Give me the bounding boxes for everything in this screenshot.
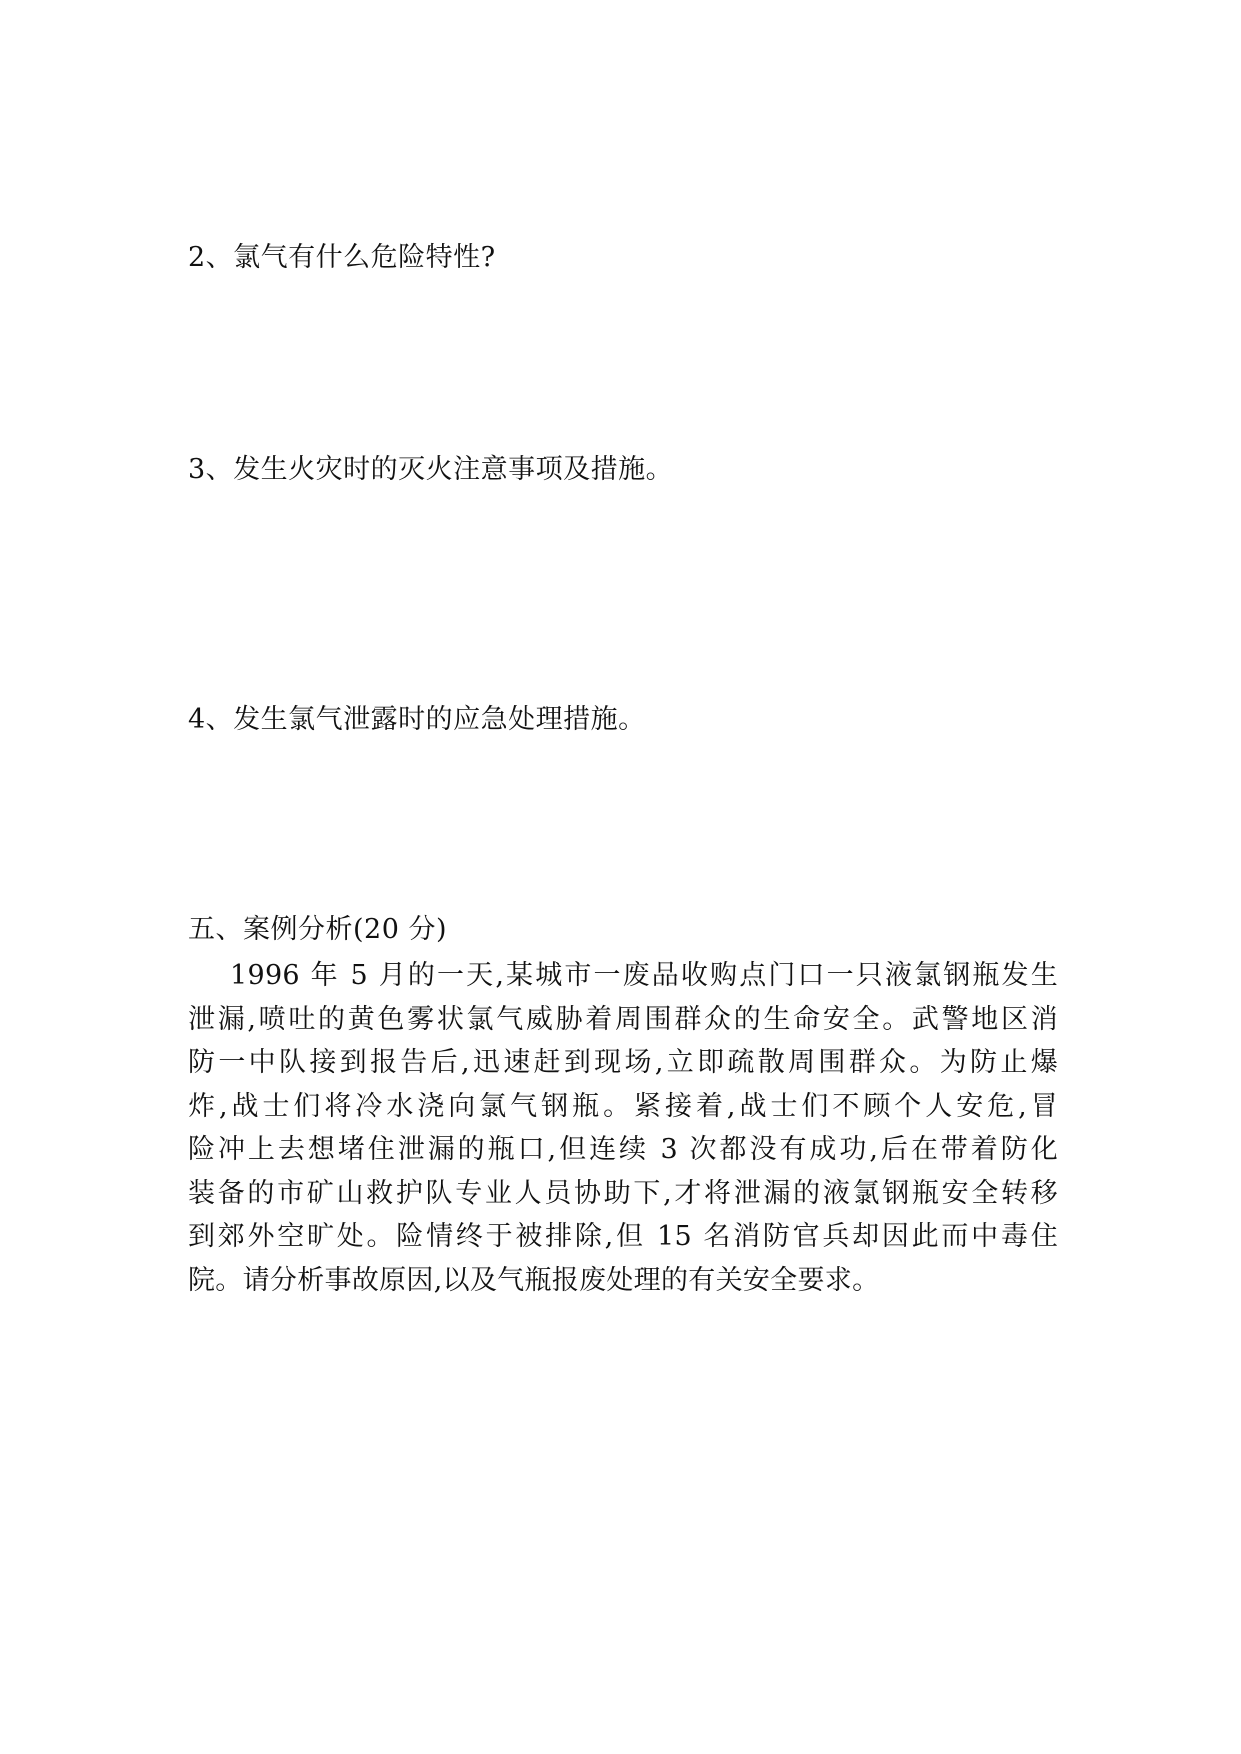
case-line: 险冲上去想堵住泄漏的瓶口,但连续 3 次都没有成功,后在带着防化 — [188, 1134, 1058, 1165]
question-4: 4、发生氯气泄露时的应急处理措施。 — [188, 704, 646, 735]
case-line: 院。请分析事故原因,以及气瓶报废处理的有关安全要求。 — [188, 1264, 880, 1296]
case-line: 到郊外空旷处。险情终于被排除,但 15 名消防官兵却因此而中毒住 — [188, 1221, 1058, 1252]
case-line: 装备的市矿山救护队专业人员协助下,才将泄漏的液氯钢瓶安全转移 — [188, 1177, 1058, 1209]
case-line: 炸,战士们将冷水浇向氯气钢瓶。紧接着,战士们不顾个人安危,冒 — [188, 1090, 1058, 1122]
section-title: 五、案例分析(20 分) — [188, 914, 448, 945]
question-3: 3、发生火灾时的灭火注意事项及措施。 — [188, 454, 674, 485]
case-description — [188, 954, 1058, 1302]
case-analysis-section — [188, 910, 1058, 1302]
case-line: 1996 年 5 月的一天,某城市一废品收购点门口一只液氯钢瓶发生 — [230, 960, 1058, 991]
question-2: 2、氯气有什么危险特性? — [188, 242, 496, 273]
case-line: 防一中队接到报告后,迅速赶到现场,立即疏散周围群众。为防止爆 — [188, 1047, 1058, 1078]
case-line: 泄漏,喷吐的黄色雾状氯气威胁着周围群众的生命安全。武警地区消 — [188, 1003, 1058, 1035]
